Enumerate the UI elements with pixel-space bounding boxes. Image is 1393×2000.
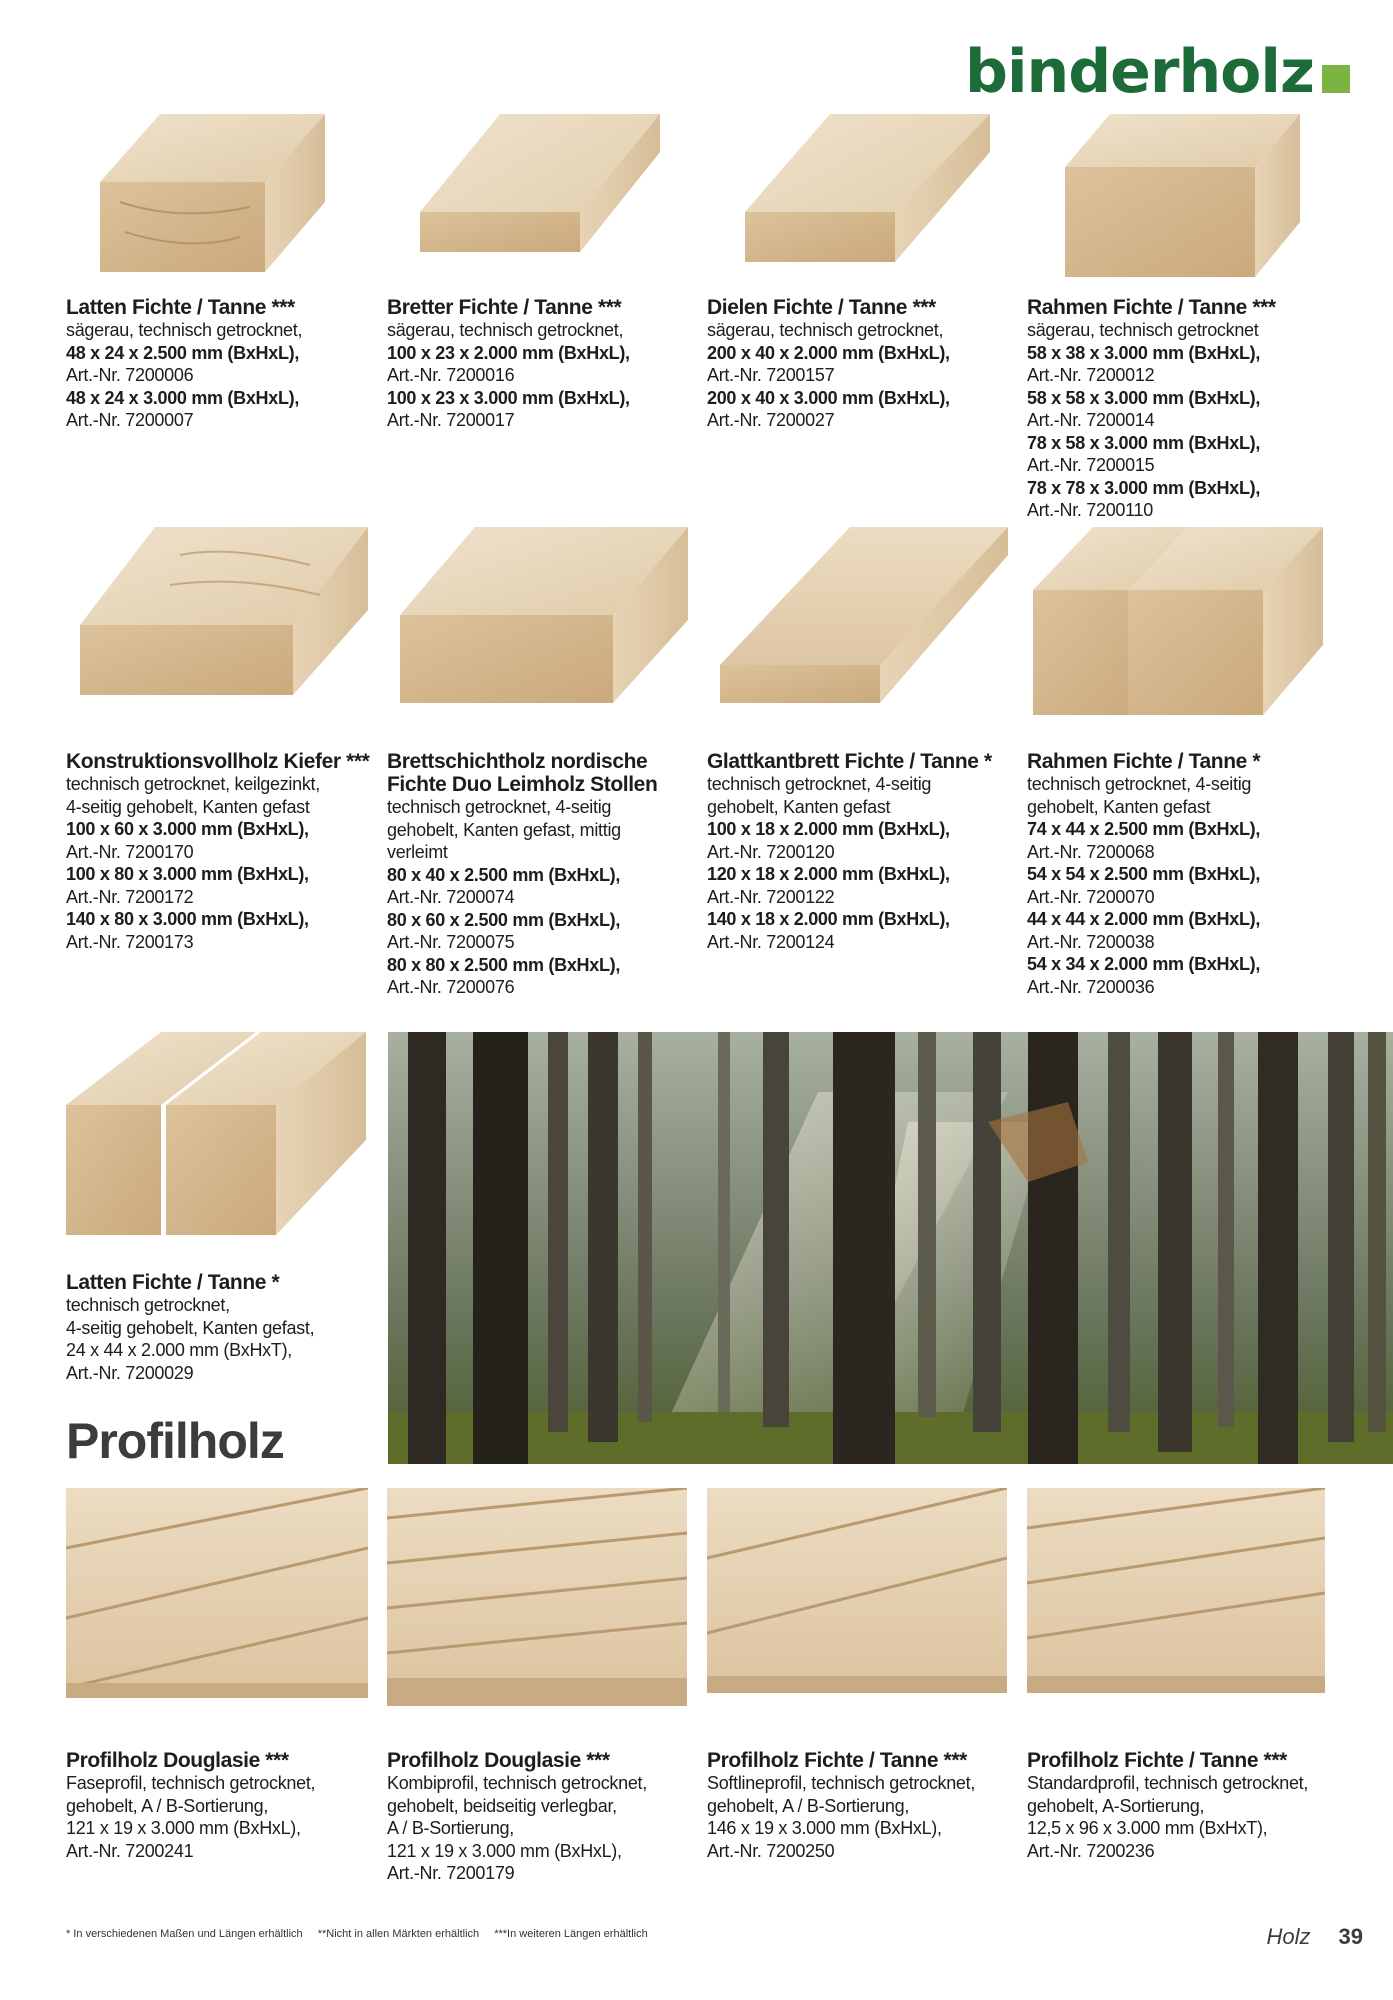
product-spec-line: 146 x 19 x 3.000 mm (BxHxL), (707, 1818, 942, 1838)
product-spec-line: 4-seitig gehobelt, Kanten gefast (66, 796, 310, 817)
section-title-profilholz: Profilholz (66, 1413, 284, 1469)
product-image-brettschichtholz (400, 525, 688, 703)
product-title: Rahmen Fichte / Tanne * (1027, 750, 1261, 773)
product-spec-line: Art.-Nr. 7200068 (1027, 841, 1155, 862)
product-title: Bretter Fichte / Tanne *** (387, 296, 622, 319)
product-spec-line: Art.-Nr. 7200027 (707, 410, 835, 430)
product-latten-fichte-tanne-gehobelt (66, 1271, 371, 1384)
product-spec-line: 80 x 80 x 2.500 mm (BxHxL), (387, 954, 621, 975)
footnotes (66, 1928, 660, 1940)
product-spec-line: Art.-Nr. 7200038 (1027, 931, 1155, 952)
product-spec-line: Standardprofil, technisch getrocknet, (1027, 1773, 1309, 1793)
product-spec-line: Art.-Nr. 7200015 (1027, 455, 1155, 475)
product-spec-line: 44 x 44 x 2.000 mm (BxHxL), (1027, 909, 1261, 929)
product-spec-line: 58 x 38 x 3.000 mm (BxHxL), (1027, 342, 1261, 363)
product-image-profilholz-softlineprofil (707, 1488, 1007, 1693)
product-spec-line: 78 x 78 x 3.000 mm (BxHxL), (1027, 477, 1261, 498)
product-spec-line: Art.-Nr. 7200036 (1027, 976, 1155, 997)
product-spec-line: 58 x 58 x 3.000 mm (BxHxL), (1027, 387, 1261, 408)
product-spec-line: gehobelt, A / B-Sortierung, (66, 1795, 269, 1816)
product-spec-line: Art.-Nr. 7200157 (707, 365, 835, 385)
product-spec-line: gehobelt, Kanten gefast, mittig (387, 819, 621, 840)
product-spec-line: Art.-Nr. 7200016 (387, 365, 515, 385)
product-spec-line: 100 x 60 x 3.000 mm (BxHxL), (66, 819, 309, 839)
product-spec-line: Art.-Nr. 7200110 (1027, 500, 1153, 520)
product-spec-line: Art.-Nr. 7200124 (707, 931, 835, 952)
product-image-latten-gehobelt (66, 1030, 366, 1235)
product-spec-line: 80 x 60 x 2.500 mm (BxHxL), (387, 909, 621, 930)
product-spec-line: Art.-Nr. 7200006 (66, 365, 194, 385)
footnote: ***In weiteren Längen erhältlich (494, 1928, 648, 1940)
product-image-rahmen (1065, 112, 1300, 277)
product-spec-line: gehobelt, Kanten gefast (1027, 796, 1211, 817)
product-title: Profilholz Douglasie *** (387, 1749, 610, 1772)
product-spec-line: 48 x 24 x 3.000 mm (BxHxL), (66, 387, 300, 408)
product-title: Profilholz Douglasie *** (66, 1749, 289, 1772)
product-spec-line: Art.-Nr. 7200250 (707, 1840, 835, 1861)
product-image-profilholz-standardprofil (1027, 1488, 1325, 1693)
product-brettschichtholz (387, 750, 692, 999)
product-title: Profilholz Fichte / Tanne *** (1027, 1749, 1287, 1772)
footnote: * In verschiedenen Maßen und Längen erhältlich (66, 1928, 303, 1940)
product-profilholz-fichte-standard (1027, 1749, 1332, 1862)
product-image-profilholz-faseprofil (66, 1488, 368, 1698)
product-spec-line: technisch getrocknet, keilgezinkt, (66, 774, 320, 794)
product-spec-line: Art.-Nr. 7200179 (387, 1863, 515, 1883)
product-rahmen-fichte-tanne-gehobelt (1027, 750, 1332, 998)
product-spec-line: sägerau, technisch getrocknet, (66, 320, 303, 340)
product-spec-line: 74 x 44 x 2.500 mm (BxHxL), (1027, 819, 1261, 839)
product-spec-line: A / B-Sortierung, (387, 1818, 514, 1838)
product-spec-line: gehobelt, A / B-Sortierung, (707, 1795, 910, 1816)
product-konstruktionsvollholz (66, 750, 371, 953)
product-title: Konstruktionsvollholz Kiefer *** (66, 750, 370, 773)
brand-logo (965, 37, 1350, 107)
product-title: Dielen Fichte / Tanne *** (707, 296, 936, 319)
product-spec-line: Art.-Nr. 7200172 (66, 886, 194, 907)
product-spec-line: sägerau, technisch getrocknet, (707, 320, 944, 340)
product-title: Latten Fichte / Tanne *** (66, 296, 295, 319)
product-spec-line: Kombiprofil, technisch getrocknet, (387, 1773, 647, 1793)
product-spec-line: Art.-Nr. 7200029 (66, 1362, 194, 1383)
product-spec-line: Art.-Nr. 7200017 (387, 410, 515, 430)
product-image-dielen (745, 112, 990, 270)
product-spec-line: 140 x 18 x 2.000 mm (BxHxL), (707, 909, 950, 929)
product-spec-line: technisch getrocknet, 4-seitig (707, 774, 932, 794)
product-spec-line: Art.-Nr. 7200076 (387, 977, 515, 997)
product-spec-line: sägerau, technisch getrocknet, (387, 320, 624, 340)
product-image-konstruktionsvollholz (80, 525, 368, 695)
product-spec-line: gehobelt, beidseitig verlegbar, (387, 1795, 617, 1816)
product-spec-line: 80 x 40 x 2.500 mm (BxHxL), (387, 864, 621, 885)
page-category: Holz (1266, 1924, 1311, 1949)
product-dielen-fichte-tanne (707, 296, 1012, 432)
product-title: Latten Fichte / Tanne * (66, 1271, 280, 1294)
product-profilholz-douglasie-kombiprofil (387, 1749, 692, 1885)
product-spec-line: 24 x 44 x 2.000 mm (BxHxT), (66, 1340, 292, 1360)
product-image-profilholz-kombiprofil (387, 1488, 687, 1706)
product-spec-line: Art.-Nr. 7200007 (66, 410, 194, 430)
product-spec-line: Art.-Nr. 7200236 (1027, 1840, 1155, 1861)
product-profilholz-fichte-softline (707, 1749, 1012, 1862)
product-spec-line: verleimt (387, 842, 448, 862)
product-title: Glattkantbrett Fichte / Tanne * (707, 750, 992, 773)
product-spec-line: Art.-Nr. 7200012 (1027, 365, 1155, 385)
product-bretter-fichte-tanne (387, 296, 692, 432)
product-spec-line: 120 x 18 x 2.000 mm (BxHxL), (707, 864, 950, 884)
product-spec-line: Art.-Nr. 7200122 (707, 886, 835, 907)
product-spec-line: Softlineprofil, technisch getrocknet, (707, 1773, 976, 1793)
product-spec-line: Art.-Nr. 7200173 (66, 931, 194, 952)
product-spec-line: 140 x 80 x 3.000 mm (BxHxL), (66, 909, 309, 929)
product-spec-line: 48 x 24 x 2.500 mm (BxHxL), (66, 342, 300, 363)
product-image-bretter (420, 112, 660, 262)
product-spec-line: 78 x 58 x 3.000 mm (BxHxL), (1027, 432, 1261, 453)
product-spec-line: 200 x 40 x 3.000 mm (BxHxL), (707, 387, 950, 408)
product-spec-line: 121 x 19 x 3.000 mm (BxHxL), (66, 1818, 301, 1838)
product-spec-line: Art.-Nr. 7200070 (1027, 886, 1155, 907)
product-spec-line: 200 x 40 x 2.000 mm (BxHxL), (707, 342, 950, 363)
product-spec-line: Art.-Nr. 7200074 (387, 887, 515, 907)
product-spec-line: gehobelt, Kanten gefast (707, 796, 891, 817)
product-spec-line: Faseprofil, technisch getrocknet, (66, 1773, 316, 1793)
product-spec-line: sägerau, technisch getrocknet (1027, 320, 1259, 340)
product-spec-line: 100 x 18 x 2.000 mm (BxHxL), (707, 819, 950, 839)
product-image-glattkantbrett (720, 525, 1008, 703)
product-glattkantbrett (707, 750, 1012, 953)
product-spec-line: technisch getrocknet, 4-seitig (1027, 774, 1252, 794)
product-spec-line: 100 x 80 x 3.000 mm (BxHxL), (66, 864, 309, 884)
product-spec-line: technisch getrocknet, (66, 1295, 230, 1315)
product-spec-line: 4-seitig gehobelt, Kanten gefast, (66, 1317, 315, 1338)
product-latten-fichte-tanne (66, 296, 371, 432)
page-info (1267, 1924, 1364, 1950)
product-spec-line: 12,5 x 96 x 3.000 mm (BxHxT), (1027, 1818, 1268, 1838)
product-spec-line: Art.-Nr. 7200075 (387, 932, 515, 952)
brand-square-icon (1322, 65, 1350, 93)
product-spec-line: 54 x 34 x 2.000 mm (BxHxL), (1027, 954, 1261, 974)
product-spec-line: 100 x 23 x 2.000 mm (BxHxL), (387, 342, 630, 363)
forest-photo (388, 1032, 1393, 1464)
footnote: **Nicht in allen Märkten erhältlich (317, 1928, 480, 1940)
product-image-rahmen-gehobelt (1033, 525, 1323, 715)
product-profilholz-douglasie-faseprofil (66, 1749, 371, 1862)
product-spec-line: Art.-Nr. 7200241 (66, 1840, 194, 1861)
brand-name: binderholz (965, 37, 1314, 107)
product-spec-line: Art.-Nr. 7200170 (66, 841, 194, 862)
page-number: 39 (1338, 1924, 1363, 1949)
product-spec-line: 121 x 19 x 3.000 mm (BxHxL), (387, 1840, 622, 1861)
product-spec-line: 54 x 54 x 2.500 mm (BxHxL), (1027, 864, 1261, 884)
product-title: Rahmen Fichte / Tanne *** (1027, 296, 1276, 319)
product-image-latten (100, 112, 325, 274)
product-title: Profilholz Fichte / Tanne *** (707, 1749, 967, 1772)
product-title: Brettschichtholz nordische Fichte Duo Leimholz Stollen (387, 750, 658, 796)
product-spec-line: Art.-Nr. 7200014 (1027, 410, 1155, 430)
product-spec-line: gehobelt, A-Sortierung, (1027, 1795, 1205, 1816)
product-spec-line: 100 x 23 x 3.000 mm (BxHxL), (387, 387, 630, 408)
product-rahmen-fichte-tanne (1027, 296, 1332, 522)
product-spec-line: Art.-Nr. 7200120 (707, 841, 835, 862)
product-spec-line: technisch getrocknet, 4-seitig (387, 797, 612, 817)
